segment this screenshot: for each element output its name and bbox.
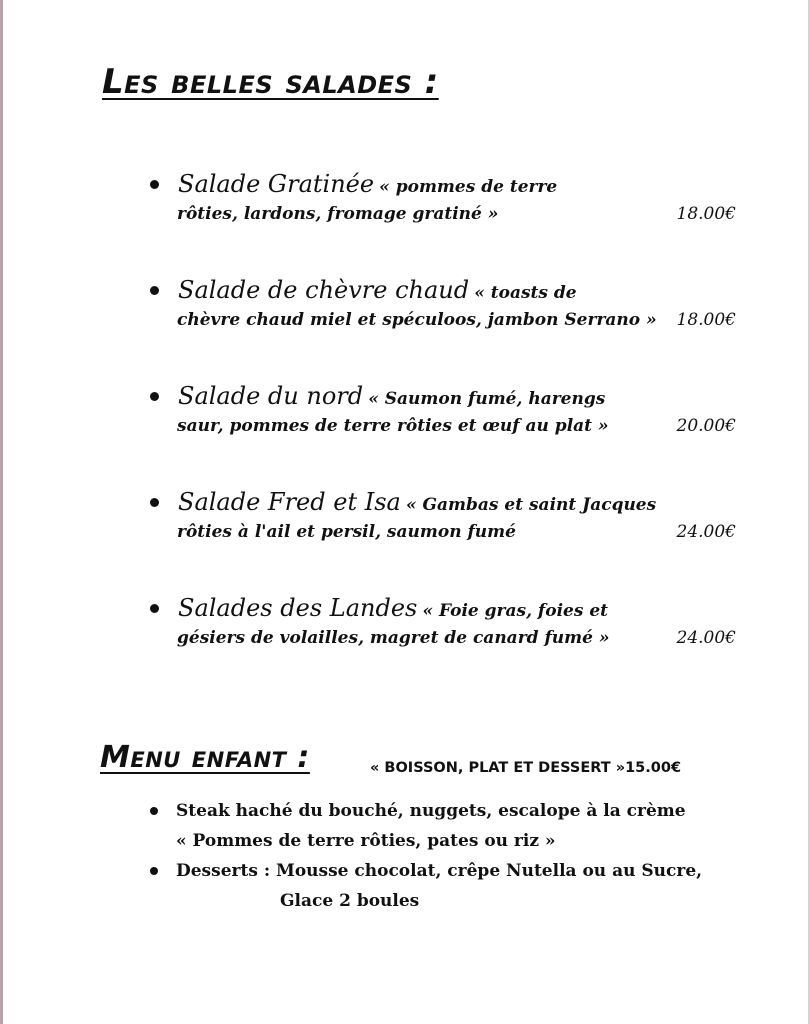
- menu-item-salades-des-landes: [150, 594, 750, 674]
- menu-item-line1: [178, 488, 656, 516]
- bullet-icon: [150, 604, 159, 613]
- menu-enfant-item-line1: Desserts : Mousse chocolat, crêpe Nutella ou au Sucre,: [176, 861, 703, 881]
- menu-item-description-continued: chèvre chaud miel et spéculoos, jambon Serrano »: [177, 310, 657, 330]
- menu-item-description: « Gambas et saint Jacques: [405, 495, 657, 515]
- menu-item-salade-fred-et-isa: [150, 488, 750, 568]
- menu-item-description-continued: rôties à l'ail et persil, saumon fumé: [177, 522, 516, 542]
- menu-enfant-list: [150, 796, 770, 916]
- menu-item-price: 18.00€: [676, 310, 736, 330]
- menu-item-name: Salade de chèvre chaud: [178, 276, 470, 304]
- menu-item-description-continued: gésiers de volailles, magret de canard fumé »: [177, 628, 610, 648]
- menu-item-line1: [178, 594, 608, 622]
- page-left-edge: [0, 0, 3, 1024]
- menu-enfant-summary: « BOISSON, PLAT ET DESSERT »15.00€: [370, 760, 682, 776]
- list-item: [150, 796, 770, 856]
- menu-item-description: « pommes de terre: [379, 177, 558, 197]
- menu-item-salade-du-nord: [150, 382, 750, 462]
- bullet-icon: [150, 498, 159, 507]
- menu-item-line1: [178, 382, 605, 410]
- menu-item-name: Salade Gratinée: [178, 170, 375, 198]
- menu-item-description: « Saumon fumé, harengs: [368, 389, 606, 409]
- menu-item-price: 24.00€: [676, 522, 736, 542]
- menu-item-description: « Foie gras, foies et: [422, 601, 609, 621]
- menu-enfant-item-line2: Glace 2 boules: [280, 891, 420, 911]
- bullet-icon: [150, 180, 159, 189]
- menu-item-line1: [178, 170, 557, 198]
- menu-item-price: 20.00€: [676, 416, 736, 436]
- menu-enfant-item-line2: « Pommes de terre rôties, pates ou riz »: [176, 831, 556, 851]
- menu-item-name: Salades des Landes: [178, 594, 418, 622]
- section-title-salades: Les belles salades :: [102, 62, 439, 102]
- menu-item-description-continued: rôties, lardons, fromage gratiné »: [177, 204, 499, 224]
- bullet-icon: [150, 807, 158, 815]
- menu-item-line1: [178, 276, 577, 304]
- menu-item-salade-chevre-chaud: [150, 276, 750, 356]
- menu-item-name: Salade du nord: [178, 382, 364, 410]
- menu-item-description-continued: saur, pommes de terre rôties et œuf au plat »: [177, 416, 609, 436]
- bullet-icon: [150, 392, 159, 401]
- menu-item-description: « toasts de: [474, 283, 577, 303]
- bullet-icon: [150, 867, 158, 875]
- menu-item-price: 24.00€: [676, 628, 736, 648]
- menu-enfant-item-line1: Steak haché du bouché, nuggets, escalope à la crème: [176, 801, 686, 821]
- menu-item-name: Salade Fred et Isa: [178, 488, 401, 516]
- list-item: [150, 856, 770, 916]
- section-title-menu-enfant: Menu enfant :: [100, 740, 310, 775]
- menu-item-salade-gratinee: [150, 170, 750, 250]
- menu-item-price: 18.00€: [676, 204, 736, 224]
- bullet-icon: [150, 286, 159, 295]
